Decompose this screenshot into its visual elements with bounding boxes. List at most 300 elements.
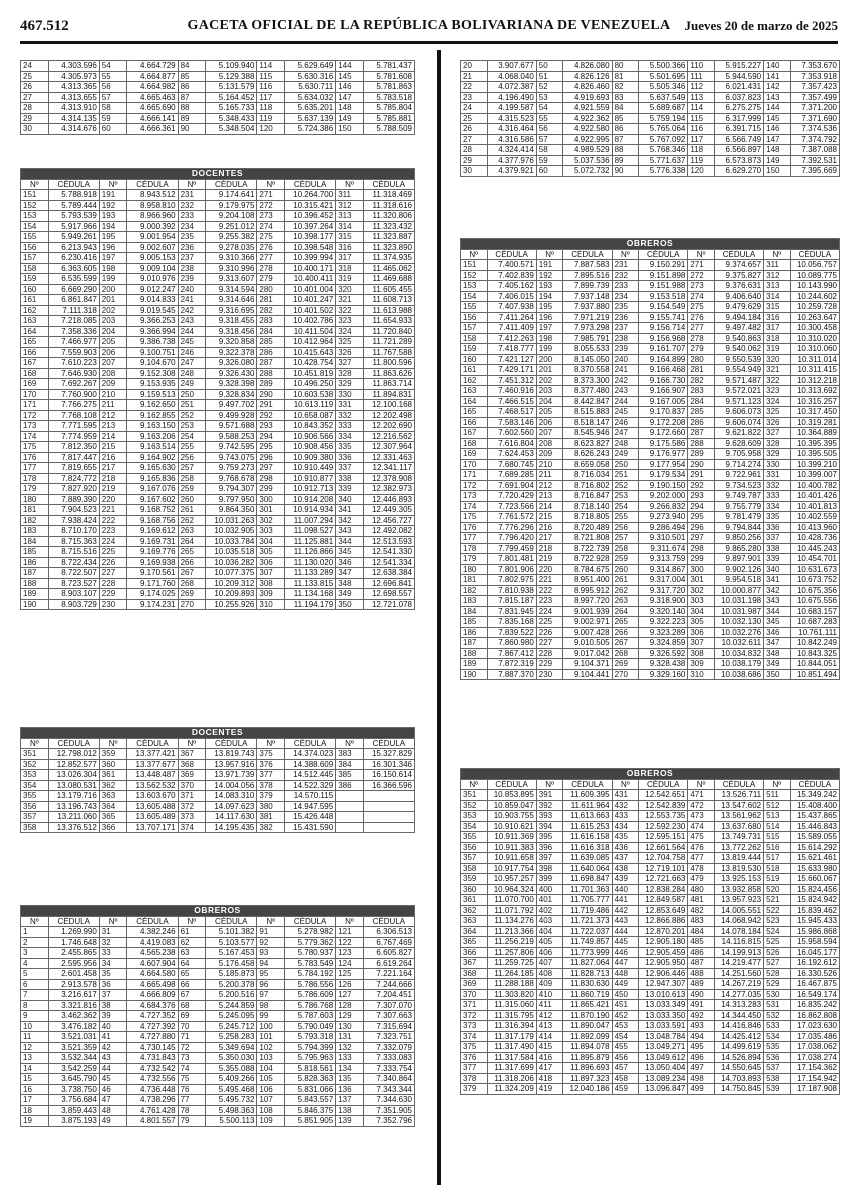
cedula-value: 10.310.060	[790, 344, 839, 355]
table-row	[21, 242, 415, 253]
row-number: 411	[536, 1000, 563, 1011]
cedula-value: 12.719.101	[639, 863, 688, 874]
cedula-value: 10.263.647	[790, 312, 839, 323]
cedula-value: 3.462.362	[48, 1011, 99, 1022]
cedula-value: 7.768.108	[48, 410, 99, 421]
row-number: 21	[461, 71, 488, 82]
row-number: 298	[257, 473, 285, 484]
row-number: 39	[99, 1011, 127, 1022]
row-number: 19	[21, 1116, 49, 1127]
cedula-value: 10.658.087	[284, 410, 335, 421]
row-number: 273	[688, 281, 715, 292]
table-row	[461, 648, 840, 659]
cedula-value: 13.048.784	[639, 1031, 688, 1042]
cedula-value: 4.314.676	[48, 124, 99, 135]
row-number: 363	[461, 916, 488, 927]
row-number: 399	[536, 874, 563, 885]
cedula-value: 4.665.498	[127, 979, 178, 990]
row-number: 320	[336, 284, 364, 295]
row-number: 111	[688, 71, 715, 82]
cedula-value: 9.168.752	[127, 505, 178, 516]
table-row	[461, 103, 840, 114]
row-number: 185	[21, 547, 49, 558]
header-num: Nº	[21, 738, 49, 749]
cedula-value: 9.571.688	[206, 421, 257, 432]
cedula-value: 7.860.980	[487, 638, 536, 649]
table-row	[461, 396, 840, 407]
table-row	[461, 543, 840, 554]
table-row	[461, 470, 840, 481]
cedula-value: 7.720.429	[487, 491, 536, 502]
row-number: 479	[688, 874, 715, 885]
cedula-value: 6.363.605	[48, 263, 99, 274]
cedula-value: 5.785.804	[363, 103, 414, 114]
row-number: 212	[536, 480, 563, 491]
row-number: 226	[99, 557, 127, 568]
cedula-value: 13.080.531	[48, 780, 99, 791]
row-number: 24	[21, 61, 49, 72]
row-number: 203	[99, 316, 127, 327]
row-number: 264	[612, 606, 639, 617]
row-number: 440	[612, 884, 639, 895]
cedula-value: 11.133.815	[284, 578, 335, 589]
cedula-value: 5.505.346	[639, 82, 688, 93]
cedula-value: 7.466.977	[48, 337, 99, 348]
cedula-value: 9.170.561	[127, 568, 178, 579]
cedula-value: 8.515.883	[563, 407, 612, 418]
row-number: 238	[612, 333, 639, 344]
cedula-value: 7.244.666	[363, 979, 414, 990]
row-number: 198	[536, 333, 563, 344]
row-number: 355	[461, 832, 488, 843]
cedula-value: 8.442.847	[563, 396, 612, 407]
cedula-value: 13.376.512	[48, 822, 99, 833]
table-row	[461, 417, 840, 428]
table-row	[21, 305, 415, 316]
cedula-value	[363, 791, 414, 802]
header-cedula: CÉDULA	[363, 179, 414, 190]
cedula-value: 5.630.316	[284, 71, 335, 82]
row-number: 439	[612, 874, 639, 885]
row-number: 205	[99, 337, 127, 348]
row-number: 43	[99, 1053, 127, 1064]
cedula-value: 7.835.168	[487, 617, 536, 628]
cedula-value: 4.736.448	[127, 1084, 178, 1095]
section-caption-row	[461, 239, 840, 250]
row-number: 312	[764, 270, 791, 281]
row-number: 485	[688, 937, 715, 948]
row-number: 263	[612, 596, 639, 607]
row-number: 374	[461, 1031, 488, 1042]
row-number: 538	[764, 1073, 791, 1084]
table-row	[461, 501, 840, 512]
row-number: 207	[99, 358, 127, 369]
row-number: 270	[612, 669, 639, 680]
row-number: 497	[688, 1063, 715, 1074]
cedula-value: 13.089.234	[639, 1073, 688, 1084]
row-number: 480	[688, 884, 715, 895]
header-num: Nº	[257, 916, 285, 927]
table-row	[461, 291, 840, 302]
row-number: 290	[257, 389, 285, 400]
row-number: 514	[764, 821, 791, 832]
row-number: 367	[461, 958, 488, 969]
header-num: Nº	[178, 738, 206, 749]
cedula-value: 15.958.594	[790, 937, 839, 948]
row-number: 318	[764, 333, 791, 344]
row-number: 59	[99, 113, 127, 124]
table-row	[21, 410, 415, 421]
row-number: 208	[99, 368, 127, 379]
row-number: 47	[99, 1095, 127, 1106]
cedula-value: 8.145.050	[563, 354, 612, 365]
row-number: 211	[536, 470, 563, 481]
row-number: 254	[612, 501, 639, 512]
cedula-value: 13.026.304	[48, 770, 99, 781]
cedula-value: 9.621.822	[714, 428, 763, 439]
cedula-value: 13.033.349	[639, 1000, 688, 1011]
row-number: 520	[764, 884, 791, 895]
row-number: 97	[257, 990, 285, 1001]
cedula-value: 7.774.959	[48, 431, 99, 442]
cedula-value: 10.843.325	[790, 648, 839, 659]
cedula-value: 5.200.378	[206, 979, 257, 990]
row-number: 337	[764, 533, 791, 544]
row-number: 394	[536, 821, 563, 832]
cedula-value: 7.374.536	[790, 124, 839, 135]
row-number: 291	[257, 400, 285, 411]
row-number: 202	[536, 375, 563, 386]
column-divider	[437, 50, 441, 1185]
row-number: 306	[688, 627, 715, 638]
row-number: 519	[764, 874, 791, 885]
row-number: 286	[688, 417, 715, 428]
cedula-value: 9.314.594	[206, 284, 257, 295]
cedula-value: 5.794.399	[284, 1042, 335, 1053]
table-row	[461, 1031, 840, 1042]
table-row	[21, 958, 415, 969]
cedula-value: 10.395.505	[790, 449, 839, 460]
table-row	[461, 344, 840, 355]
cedula-value: 9.499.928	[206, 410, 257, 421]
row-number: 195	[99, 232, 127, 243]
row-number: 201	[536, 365, 563, 376]
row-number: 432	[612, 800, 639, 811]
cedula-value: 13.526.711	[714, 790, 763, 801]
row-number: 183	[21, 526, 49, 537]
header-cedula: CÉDULA	[48, 179, 99, 190]
row-number: 331	[764, 470, 791, 481]
row-number: 85	[178, 71, 206, 82]
cedula-value: 5.768.346	[639, 145, 688, 156]
row-number: 115	[688, 113, 715, 124]
row-number: 291	[688, 470, 715, 481]
table-row	[461, 1042, 840, 1053]
row-number: 135	[336, 1074, 364, 1085]
row-number: 490	[688, 989, 715, 1000]
row-number: 266	[178, 557, 206, 568]
row-number: 256	[178, 452, 206, 463]
cedula-value: 7.771.595	[48, 421, 99, 432]
row-number: 148	[764, 145, 791, 156]
cedula-value: 9.286.494	[639, 522, 688, 533]
row-number: 370	[461, 989, 488, 1000]
table-row	[461, 480, 840, 491]
row-number: 145	[336, 71, 364, 82]
row-number: 161	[461, 365, 488, 376]
row-number: 372	[178, 801, 206, 812]
header-cedula: CÉDULA	[714, 249, 763, 260]
cedula-value: 9.010.505	[563, 638, 612, 649]
row-number: 176	[461, 522, 488, 533]
table-row	[21, 421, 415, 432]
cedula-value: 10.683.157	[790, 606, 839, 617]
cedula-value: 9.151.988	[639, 281, 688, 292]
row-number: 529	[764, 979, 791, 990]
table-row	[21, 812, 415, 823]
cedula-value: 11.264.185	[487, 968, 536, 979]
table-row	[21, 452, 415, 463]
row-number: 152	[461, 270, 488, 281]
row-number: 213	[99, 421, 127, 432]
cedula-value: 8.722.928	[563, 554, 612, 565]
row-number: 311	[336, 190, 364, 201]
row-number: 55	[536, 113, 563, 124]
column-header-row	[461, 779, 840, 790]
row-number: 535	[764, 1042, 791, 1053]
row-number: 88	[178, 103, 206, 114]
row-number: 317	[764, 323, 791, 334]
table-row	[21, 92, 415, 103]
table-row	[21, 937, 415, 948]
row-number: 304	[257, 536, 285, 547]
cedula-value: 8.997.720	[563, 596, 612, 607]
row-number: 9	[21, 1011, 49, 1022]
row-number: 328	[764, 438, 791, 449]
header-num: Nº	[536, 779, 563, 790]
cedula-value: 9.318.456	[206, 326, 257, 337]
cedula-value: 5.349.694	[206, 1042, 257, 1053]
row-number: 537	[764, 1063, 791, 1074]
cedula-value: 5.350.030	[206, 1053, 257, 1064]
row-number: 341	[764, 575, 791, 586]
cedula-value: 13.049.612	[639, 1052, 688, 1063]
row-number: 12	[21, 1042, 49, 1053]
row-number: 114	[688, 103, 715, 114]
row-number: 60	[536, 166, 563, 177]
row-number: 473	[688, 811, 715, 822]
cedula-value: 10.451.819	[284, 368, 335, 379]
row-number: 18	[21, 1105, 49, 1116]
cedula-value: 7.799.459	[487, 543, 536, 554]
table-left-obreros	[20, 905, 415, 1127]
row-number	[336, 812, 364, 823]
cedula-value: 10.400.171	[284, 263, 335, 274]
row-number: 115	[257, 71, 285, 82]
table-row	[21, 113, 415, 124]
row-number: 159	[461, 344, 488, 355]
cedula-value: 7.971.219	[563, 312, 612, 323]
cedula-value: 15.437.865	[790, 811, 839, 822]
row-number: 367	[178, 749, 206, 760]
row-number: 194	[536, 291, 563, 302]
row-number: 110	[688, 61, 715, 72]
row-number: 340	[764, 564, 791, 575]
header-cedula: CÉDULA	[127, 179, 178, 190]
issue-date: Jueves 20 de marzo de 2025	[684, 18, 838, 33]
row-number: 230	[536, 669, 563, 680]
cedula-value: 12.906.446	[639, 968, 688, 979]
cedula-value: 7.392.531	[790, 155, 839, 166]
row-number: 337	[336, 463, 364, 474]
row-number: 157	[461, 323, 488, 334]
row-number: 338	[336, 473, 364, 484]
row-number: 245	[612, 407, 639, 418]
cedula-value: 3.476.182	[48, 1021, 99, 1032]
table-row	[21, 368, 415, 379]
row-number: 379	[257, 791, 285, 802]
cedula-value: 9.497.482	[714, 323, 763, 334]
cedula-value: 9.017.042	[563, 648, 612, 659]
table-row	[21, 190, 415, 201]
row-number: 91	[257, 927, 285, 938]
cedula-value: 10.914.934	[284, 505, 335, 516]
row-number: 511	[764, 790, 791, 801]
row-number: 369	[178, 770, 206, 781]
row-number: 159	[21, 274, 49, 285]
row-number: 280	[688, 354, 715, 365]
row-number: 2	[21, 937, 49, 948]
row-number: 336	[336, 452, 364, 463]
cedula-value: 12.905.950	[639, 958, 688, 969]
cedula-value: 8.721.808	[563, 533, 612, 544]
row-number: 188	[461, 648, 488, 659]
cedula-value: 10.319.281	[790, 417, 839, 428]
cedula-value: 12.870.201	[639, 926, 688, 937]
cedula-value: 5.109.940	[206, 61, 257, 72]
cedula-value: 5.784.192	[284, 969, 335, 980]
header-num: Nº	[178, 179, 206, 190]
cedula-value: 10.300.458	[790, 323, 839, 334]
cedula-value: 5.635.201	[284, 103, 335, 114]
row-number: 236	[178, 242, 206, 253]
table-row	[461, 512, 840, 523]
row-number: 176	[21, 452, 49, 463]
cedula-value: 12.849.587	[639, 895, 688, 906]
row-number: 350	[336, 599, 364, 610]
row-number: 260	[178, 494, 206, 505]
cedula-value: 10.244.602	[790, 291, 839, 302]
cedula-value: 9.554.949	[714, 365, 763, 376]
row-number: 396	[536, 842, 563, 853]
row-number: 347	[764, 638, 791, 649]
table-row	[461, 354, 840, 365]
row-number: 144	[764, 103, 791, 114]
cedula-value: 9.902.126	[714, 564, 763, 575]
row-number: 186	[461, 627, 488, 638]
header-cedula: CÉDULA	[127, 916, 178, 927]
cedula-value: 10.908.456	[284, 442, 335, 453]
header-cedula: CÉDULA	[639, 779, 688, 790]
cedula-value: 5.828.363	[284, 1074, 335, 1085]
row-number: 449	[612, 979, 639, 990]
table-row	[21, 801, 415, 812]
page-number: 467.512	[20, 18, 69, 34]
row-number: 118	[688, 145, 715, 156]
table-row	[21, 347, 415, 358]
row-number: 177	[461, 533, 488, 544]
table-row	[461, 790, 840, 801]
row-number: 80	[612, 61, 639, 72]
row-number: 481	[688, 895, 715, 906]
cedula-value: 5.765.064	[639, 124, 688, 135]
table-row	[21, 1063, 415, 1074]
cedula-value: 8.943.512	[127, 190, 178, 201]
row-number: 332	[764, 480, 791, 491]
cedula-value: 7.111.318	[48, 305, 99, 316]
row-number: 402	[536, 905, 563, 916]
table-row	[461, 1084, 840, 1095]
row-number: 214	[536, 501, 563, 512]
cedula-value: 9.314.867	[639, 564, 688, 575]
cedula-value: 6.861.847	[48, 295, 99, 306]
cedula-value: 5.500.366	[639, 61, 688, 72]
cedula-value: 5.501.695	[639, 71, 688, 82]
header-num: Nº	[336, 179, 364, 190]
row-number: 309	[688, 659, 715, 670]
row-number: 302	[257, 515, 285, 526]
cedula-value: 4.989.529	[563, 145, 612, 156]
row-number: 400	[536, 884, 563, 895]
cedula-value: 6.037.823	[714, 92, 763, 103]
cedula-value: 9.742.595	[206, 442, 257, 453]
cedula-value: 5.781.608	[363, 71, 414, 82]
cedula-value: 9.010.976	[127, 274, 178, 285]
cedula-value: 9.179.534	[639, 470, 688, 481]
row-number: 78	[178, 1105, 206, 1116]
cedula-value: 5.245.095	[206, 1011, 257, 1022]
row-number: 30	[461, 166, 488, 177]
table-row	[21, 71, 415, 82]
cedula-value: 9.497.702	[206, 400, 257, 411]
cedula-value: 9.165.630	[127, 463, 178, 474]
cedula-value: 7.824.772	[48, 473, 99, 484]
table-row	[461, 1000, 840, 1011]
cedula-value: 10.399.994	[284, 253, 335, 264]
row-number: 455	[612, 1042, 639, 1053]
row-number: 246	[178, 347, 206, 358]
cedula-value: 11.469.688	[363, 274, 414, 285]
cedula-value: 5.776.338	[639, 166, 688, 177]
cedula-value: 7.827.920	[48, 484, 99, 495]
table-left-docentes-1	[20, 168, 415, 610]
table-row	[21, 515, 415, 526]
cedula-value: 9.897.901	[714, 554, 763, 565]
cedula-value: 9.174.641	[206, 190, 257, 201]
row-number: 174	[461, 501, 488, 512]
cedula-value: 9.328.834	[206, 389, 257, 400]
row-number: 178	[461, 543, 488, 554]
row-number: 453	[612, 1021, 639, 1032]
cedula-value: 11.698.847	[563, 874, 612, 885]
table-row	[21, 557, 415, 568]
cedula-value: 8.659.058	[563, 459, 612, 470]
cedula-value: 10.912.713	[284, 484, 335, 495]
cedula-value: 10.396.452	[284, 211, 335, 222]
cedula-value: 6.619.264	[363, 958, 414, 969]
cedula-value: 9.153.518	[639, 291, 688, 302]
row-number: 85	[612, 113, 639, 124]
